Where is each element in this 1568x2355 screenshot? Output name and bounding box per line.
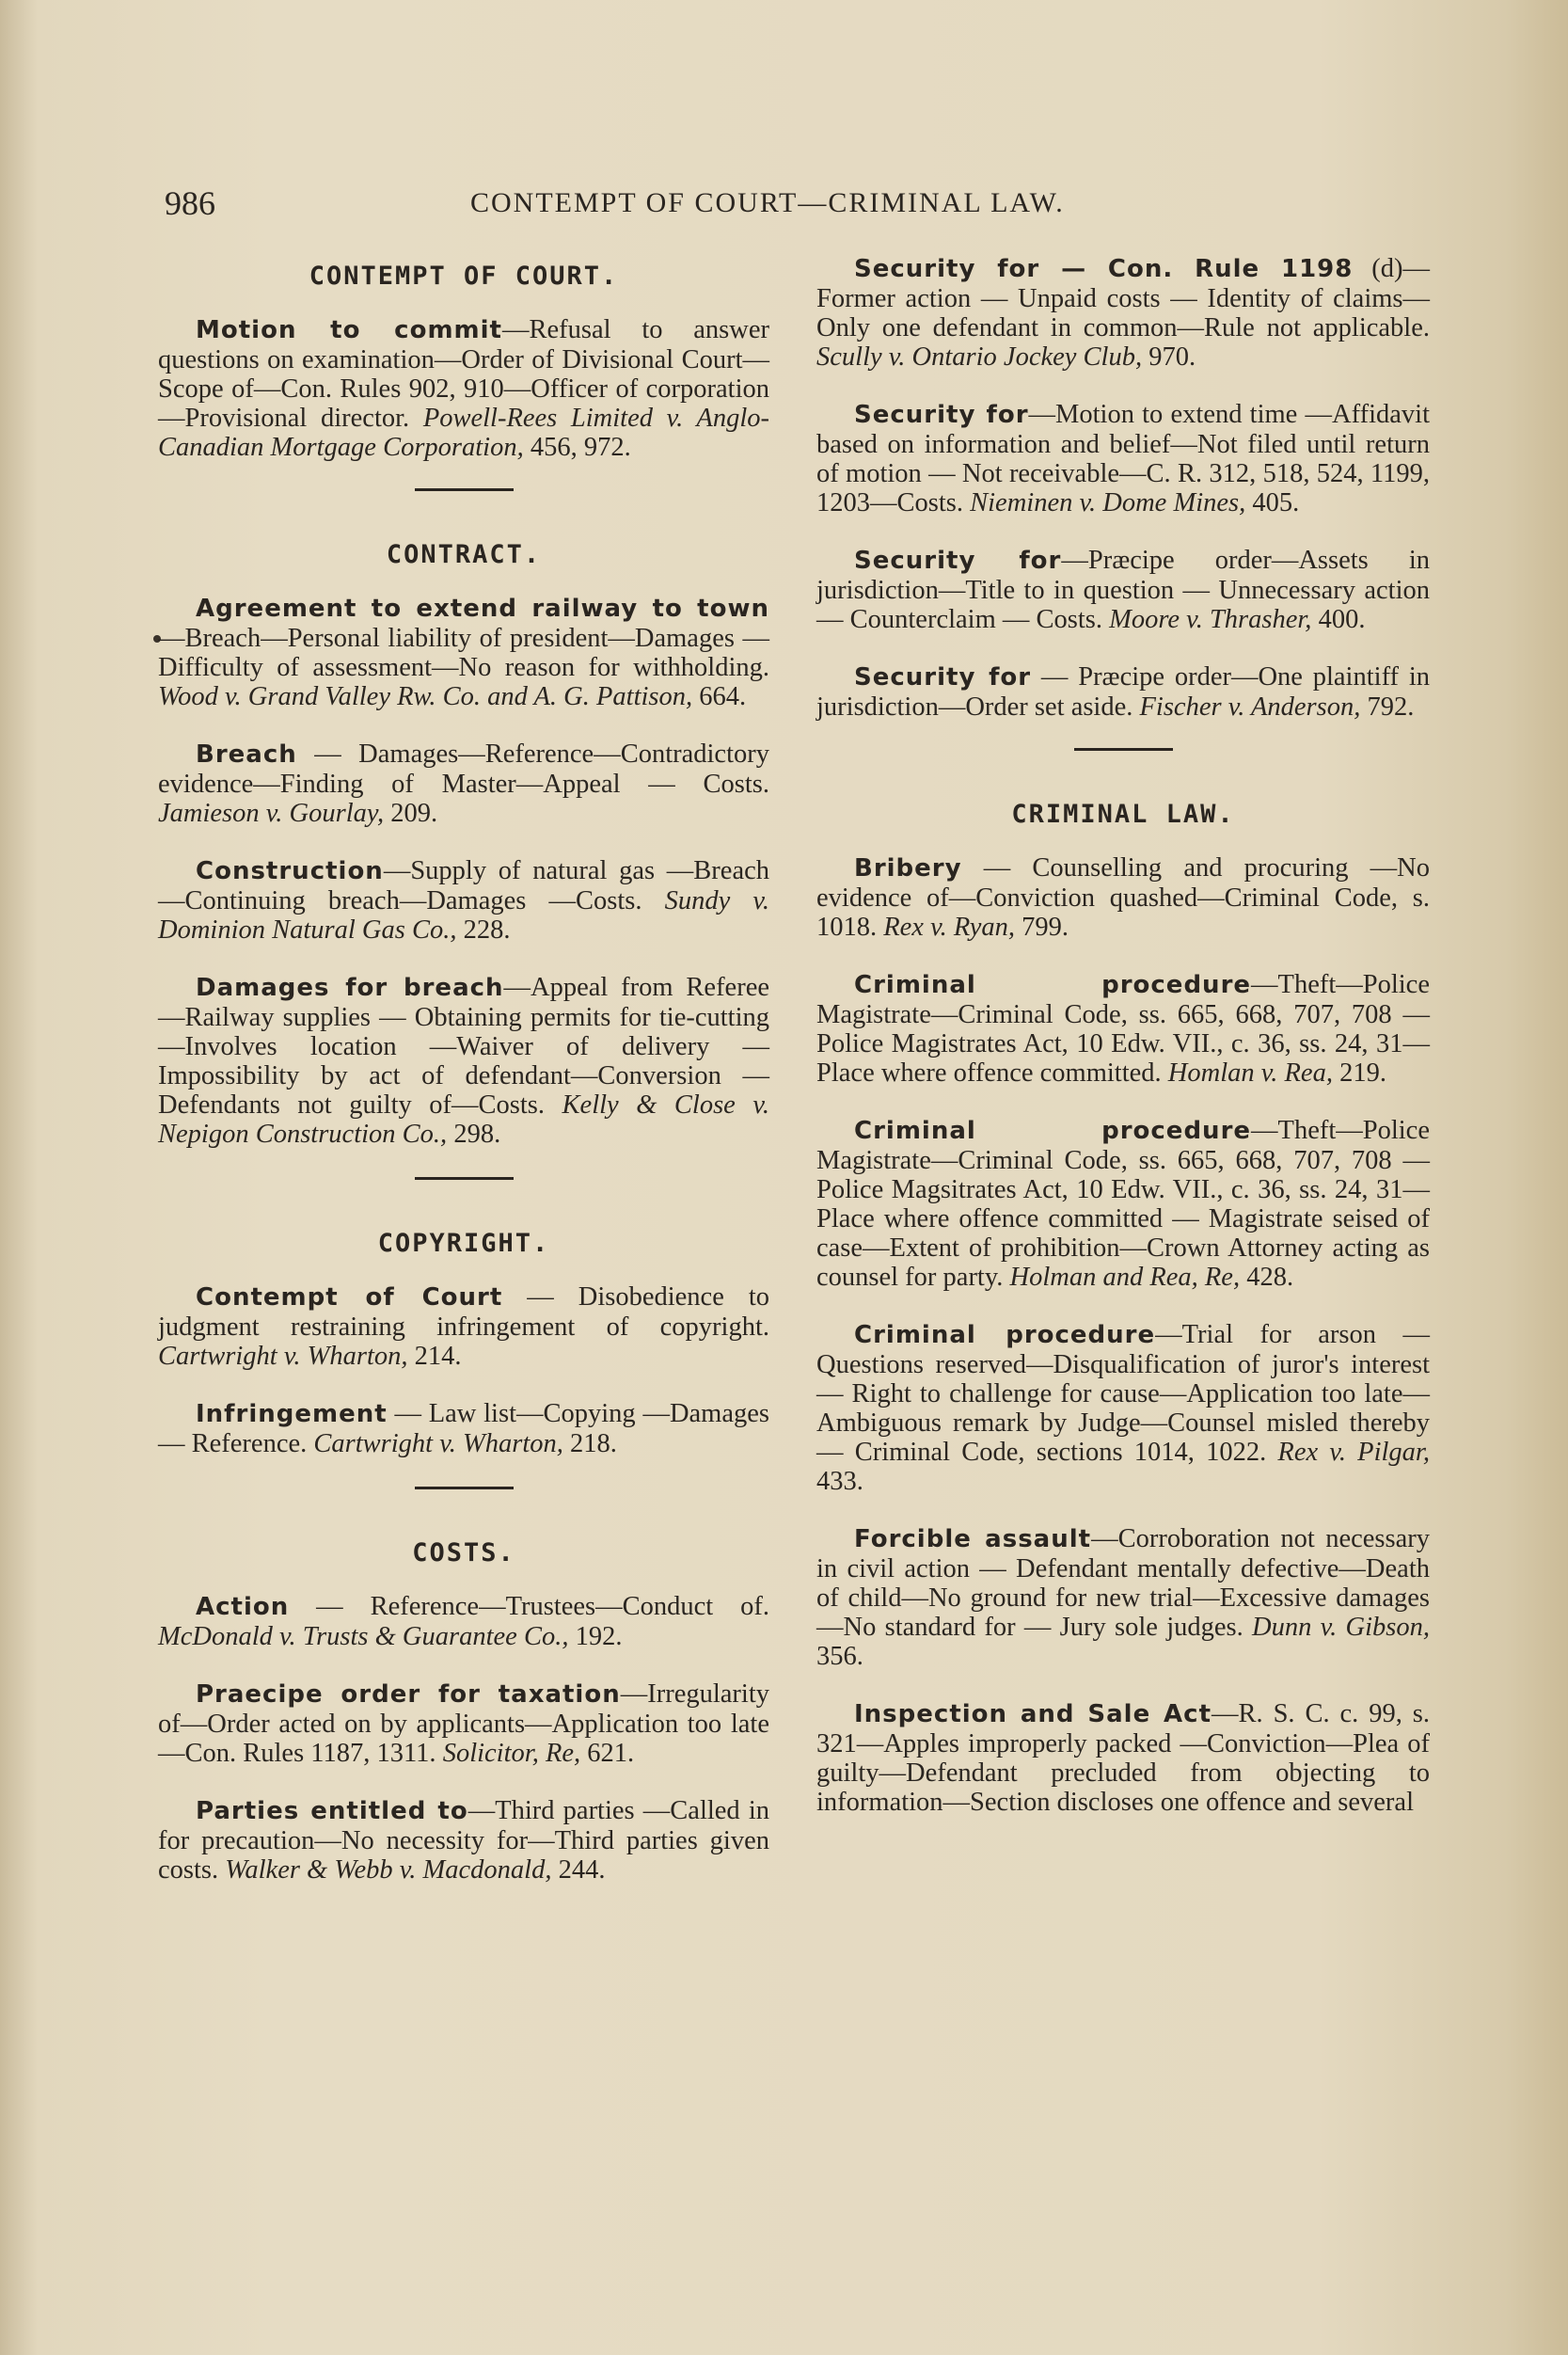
entry-body: —Breach—Personal liability of president—Damages — Difficulty of assessment—No reason for withholding.	[158, 624, 769, 682]
entry-lead: Security for — Con. Rule 1198	[854, 255, 1354, 283]
index-entry	[158, 1796, 769, 1885]
index-entry	[816, 1699, 1430, 1817]
index-entry	[816, 254, 1430, 372]
section-heading-criminal-law: CRIMINAL LAW.	[1011, 800, 1235, 829]
entry-page: 214.	[407, 1342, 462, 1371]
entry-citation: Wood v. Grand Valley Rw. Co. and A. G. Pattison,	[158, 682, 693, 711]
entry-body: — Disobedience to judgment restraining infringement of copyright.	[158, 1282, 769, 1342]
entry-body: —Theft—Police Magistrate—Criminal Code, ss. 665, 668, 707, 708 — Police Magsitrates Act, 10 Edw. VII., c. 36, ss. 24, 31—Place where offence committed — Magistrate seised of case—Extent of prohibition—Crown Attorney acting as counsel for party.	[816, 1116, 1430, 1292]
entry-lead: Breach	[196, 740, 297, 769]
entry-body: —Refusal to answer questions on examination—Order of Divisional Court—Scope of—Con. Rules 902, 910—Officer of corporation—Provisional director.	[158, 315, 769, 433]
entry-body: — Reference—Trustees—Conduct of.	[289, 1592, 769, 1621]
entry-citation: Cartwright v. Wharton,	[313, 1429, 563, 1458]
entry-body: —R. S. C. c. 99, s. 321—Apples improperly packed —Conviction—Plea of guilty—Defendant precluded from objecting to information—Section discloses one offence and several	[816, 1699, 1430, 1817]
section-heading-contempt: CONTEMPT OF COURT.	[309, 262, 619, 291]
entry-lead: Contempt of Court	[196, 1283, 503, 1312]
entry-body: —Appeal from Referee—Railway supplies — Obtaining permits for tie-cutting—Involves location —Waiver of delivery — Impossibility by act of defendant—Conversion — Defendants not guilty of—Costs.	[158, 973, 769, 1120]
index-entry	[816, 400, 1430, 517]
entry-citation: Dunn v. Gibson,	[1252, 1613, 1430, 1642]
entry-citation: Cartwright v. Wharton,	[158, 1342, 408, 1371]
entry-lead: Agreement to extend railway to town	[196, 595, 769, 623]
entry-citation: Solicitor, Re,	[442, 1739, 581, 1768]
entry-citation: Homlan v. Rea,	[1167, 1058, 1333, 1088]
entry-citation: Powell-Rees Limited v. Anglo-Canadian Mortgage Corporation,	[158, 404, 769, 462]
entry-lead: Parties entitled to	[196, 1797, 468, 1825]
entry-body: —Præcipe order—Assets in jurisdiction—Title to in question — Unnecessary action — Counterclaim — Costs.	[816, 546, 1430, 634]
index-entry	[158, 315, 769, 462]
page-header	[165, 183, 1425, 229]
entry-page: 356.	[816, 1642, 863, 1671]
index-entry	[158, 973, 769, 1149]
entry-citation: Kelly & Close v. Nepigon Construction Co.,	[158, 1090, 769, 1149]
running-head: CONTEMPT OF COURT—CRIMINAL LAW.	[470, 187, 1065, 218]
entry-page: 400.	[1311, 605, 1366, 634]
index-entry	[816, 1524, 1430, 1671]
entry-citation: McDonald v. Trusts & Guarantee Co.,	[158, 1622, 569, 1651]
entry-body: —Supply of natural gas —Breach—Continuing breach—Damages —Costs.	[158, 856, 769, 915]
section-heading-costs: COSTS.	[412, 1538, 515, 1567]
entry-body: —Irregularity of—Order acted on by applicants—Application too late—Con. Rules 1187, 1311.	[158, 1679, 769, 1768]
entry-citation: Walker & Webb v. Macdonald,	[225, 1855, 552, 1885]
entry-page: 219.	[1332, 1058, 1386, 1088]
index-entry	[816, 970, 1430, 1088]
index-entry	[158, 1399, 769, 1458]
entry-page: 209.	[384, 799, 438, 828]
section-divider	[415, 488, 514, 491]
entry-lead: Security for	[854, 401, 1029, 429]
entry-lead: Motion to commit	[196, 316, 502, 344]
entry-page: 405.	[1245, 488, 1300, 517]
section-divider	[415, 1177, 514, 1180]
entry-lead: Criminal procedure	[854, 971, 1252, 999]
index-entry	[158, 740, 769, 828]
entry-citation: Jamieson v. Gourlay,	[158, 799, 385, 828]
entry-page: 456, 972.	[523, 433, 631, 462]
entry-page: 244.	[551, 1855, 606, 1885]
index-entry	[158, 1679, 769, 1768]
index-entry	[816, 1320, 1430, 1496]
section-heading-copyright: COPYRIGHT.	[377, 1229, 550, 1258]
entry-citation: Scully v. Ontario Jockey Club,	[816, 342, 1143, 372]
page-number: 986	[165, 184, 215, 222]
entry-body: —Trial for arson —Questions reserved—Disqualification of juror's interest — Right to challenge for cause—Application too late—Ambiguous remark by Judge—Counsel misled thereby — Criminal Code, sections 1014, 1022.	[816, 1320, 1430, 1467]
entry-page: 428.	[1240, 1263, 1294, 1292]
index-entry	[816, 853, 1430, 942]
index-entry	[158, 1282, 769, 1371]
entry-lead: Infringement	[196, 1400, 388, 1428]
entry-body: — Damages—Reference—Contradictory evidence—Finding of Master—Appeal — Costs.	[158, 740, 769, 799]
entry-body: —Corroboration not necessary in civil action — Defendant mentally defective—Death of child—No ground for new trial—Excessive damages —No standard for — Jury sole judges.	[816, 1524, 1430, 1642]
entry-lead: Forcible assault	[854, 1525, 1092, 1553]
section-divider	[1074, 748, 1173, 751]
entry-lead: Security for	[854, 547, 1062, 575]
index-entry	[158, 1592, 769, 1651]
index-entry	[816, 662, 1430, 722]
entry-page: 218.	[562, 1429, 617, 1458]
entry-citation: Nieminen v. Dome Mines,	[970, 488, 1246, 517]
entry-lead: Damages for breach	[196, 974, 504, 1002]
section-heading-contract: CONTRACT.	[386, 540, 542, 569]
index-entry	[816, 546, 1430, 634]
entry-page: 228.	[456, 915, 511, 945]
entry-page: 192.	[568, 1622, 623, 1651]
entry-citation: Rex v. Pilgar,	[1277, 1438, 1430, 1467]
entry-body: — Law list—Copying —Damages — Reference.	[158, 1399, 769, 1458]
entry-citation: Fischer v. Anderson,	[1139, 692, 1361, 722]
right-column	[816, 254, 1430, 1817]
entry-lead: Action	[196, 1593, 290, 1621]
entry-body: —Theft—Police Magistrate—Criminal Code, ss. 665, 668, 707, 708 — Police Magistrates Act, 10 Edw. VII., c. 36, ss. 24, 31—Place where offence committed.	[816, 970, 1430, 1088]
entry-body: (d)—Former action — Unpaid costs — Identity of claims—Only one defendant in common—Rule not applicable.	[816, 254, 1431, 342]
entry-body: —Third parties —Called in for precaution—No necessity for—Third parties given costs.	[158, 1796, 770, 1885]
entry-lead: Praecipe order for taxation	[196, 1680, 621, 1709]
entry-citation: Rex v. Ryan,	[883, 913, 1016, 942]
entry-page: 298.	[447, 1120, 501, 1149]
left-column	[158, 254, 769, 1913]
entry-lead: Criminal procedure	[854, 1321, 1156, 1349]
entry-body: —Motion to extend time —Affidavit based on information and belief—Not filed until return of motion — Not receivable—C. R. 312, 518, 524, 1199, 1203—Costs.	[816, 400, 1430, 517]
section-divider	[415, 1487, 514, 1489]
entry-body: — Præcipe order—One plaintiff in jurisdiction—Order set aside.	[816, 662, 1430, 722]
entry-citation: Moore v. Thrasher,	[1109, 605, 1312, 634]
index-entry	[816, 1116, 1430, 1292]
entry-page: 792.	[1360, 692, 1415, 722]
entry-page: 433.	[816, 1467, 863, 1496]
entry-page: 799.	[1015, 913, 1069, 942]
entry-lead: Security for	[854, 663, 1032, 692]
entry-lead: Criminal procedure	[854, 1117, 1252, 1145]
entry-lead: Inspection and Sale Act	[854, 1700, 1212, 1728]
entry-page: 970.	[1142, 342, 1196, 372]
entry-citation: Holman and Rea, Re,	[1009, 1263, 1241, 1292]
index-entry	[158, 594, 769, 711]
entry-citation: Sundy v. Dominion Natural Gas Co.,	[158, 886, 770, 945]
entry-page: 664.	[692, 682, 747, 711]
entry-lead: Construction	[196, 857, 384, 885]
entry-body: — Counselling and procuring —No evidence of—Conviction quashed—Criminal Code, s. 1018.	[816, 853, 1430, 942]
entry-lead: Bribery	[854, 854, 962, 883]
index-entry	[158, 856, 769, 945]
entry-page: 621.	[580, 1739, 635, 1768]
